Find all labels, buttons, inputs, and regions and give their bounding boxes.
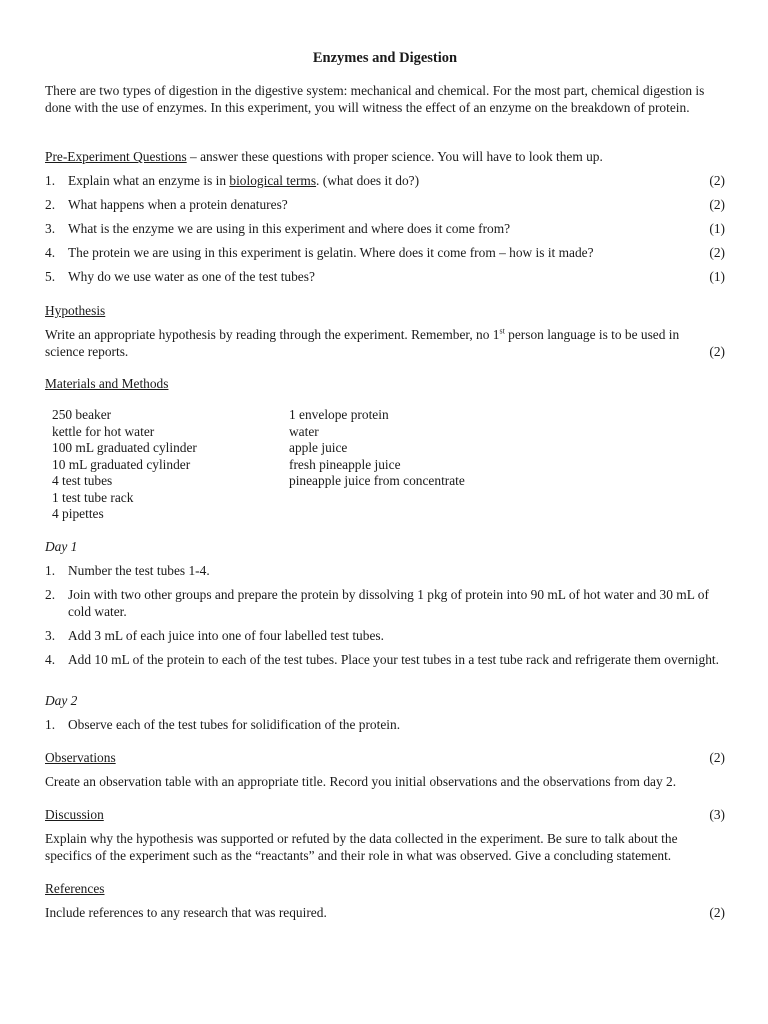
step-text: Join with two other groups and prepare the protein by dissolving 1 pkg of protein into 90 mL of hot water and 30 mL of cold water. xyxy=(68,587,709,619)
references-points: (2) xyxy=(709,905,725,920)
step-number: 1. xyxy=(45,563,56,578)
discussion-heading: Discussion xyxy=(45,807,104,822)
question-number: 2. xyxy=(45,197,56,212)
question-number: 3. xyxy=(45,221,56,236)
observations-points: (2) xyxy=(709,750,725,765)
question-underlined-term: biological terms xyxy=(229,173,317,188)
question-text-part: Explain what an enzyme is in xyxy=(68,173,230,188)
step-text: Number the test tubes 1-4. xyxy=(68,563,210,578)
materials-heading: Materials and Methods xyxy=(45,376,169,391)
material-item: 250 beaker xyxy=(52,407,112,422)
question-points: (2) xyxy=(709,197,725,212)
material-item: 4 pipettes xyxy=(52,506,104,521)
hypothesis-text-part: Write an appropriate hypothesis by reading through the experiment. Remember, no 1 xyxy=(45,327,500,342)
step-number: 2. xyxy=(45,587,56,602)
material-item: pineapple juice from concentrate xyxy=(289,473,465,488)
step-number: 1. xyxy=(45,717,56,732)
discussion-points: (3) xyxy=(709,807,725,822)
intro-paragraph: There are two types of digestion in the digestive system: mechanical and chemical. For the most part, chemical digestion is done with the use of enzymes. In this experiment, you will witness the effect of an enzyme on the breakdown of protein. xyxy=(45,83,705,115)
question-text: What is the enzyme we are using in this experiment and where does it come from? xyxy=(68,221,511,236)
hypothesis-points: (2) xyxy=(709,344,725,359)
step-number: 4. xyxy=(45,652,56,667)
material-item: water xyxy=(289,423,319,439)
question-text-part: . (what does it do?) xyxy=(316,173,420,188)
question-text: Why do we use water as one of the test tubes? xyxy=(68,269,315,284)
pre-questions-heading: Pre-Experiment Questions xyxy=(45,149,187,164)
materials-list-left xyxy=(52,406,197,522)
references-text: Include references to any research that was required. xyxy=(45,905,327,920)
observations-heading: Observations xyxy=(45,750,116,765)
question-text: What happens when a protein denatures? xyxy=(68,197,288,212)
hypothesis-text xyxy=(45,326,685,360)
step-text: Add 10 mL of the protein to each of the test tubes. Place your test tubes in a test tube rack and refrigerate them overnight. xyxy=(68,652,719,667)
page-title: Enzymes and Digestion xyxy=(312,50,458,66)
material-item: apple juice xyxy=(289,440,348,455)
pre-questions-header xyxy=(45,148,723,165)
question-number: 4. xyxy=(45,245,56,260)
discussion-text: Explain why the hypothesis was supported or refuted by the data collected in the experiment. Be sure to talk about the specifics of the experiment such as the “reactants” and their role in what was observed. Give a concluding statement. xyxy=(45,831,678,863)
references-heading: References xyxy=(45,881,105,896)
step-text: Add 3 mL of each juice into one of four labelled test tubes. xyxy=(68,628,384,643)
question-number: 5. xyxy=(45,269,56,284)
material-item: kettle for hot water xyxy=(52,423,155,439)
material-item: 1 envelope protein xyxy=(289,407,389,422)
question-points: (1) xyxy=(709,269,725,284)
hypothesis-heading: Hypothesis xyxy=(45,303,106,318)
question-text: The protein we are using in this experiment is gelatin. Where does it come from – how is it made? xyxy=(68,245,594,260)
question-points: (2) xyxy=(709,173,725,188)
step-text: Observe each of the test tubes for solidification of the protein. xyxy=(68,717,401,732)
day2-label: Day 2 xyxy=(45,693,78,708)
material-item: 4 test tubes xyxy=(52,473,113,488)
pre-questions-instruction: – answer these questions with proper science. You will have to look them up. xyxy=(186,149,603,164)
day1-label: Day 1 xyxy=(45,539,78,554)
observations-text: Create an observation table with an appropriate title. Record you initial observations and the observations from day 2. xyxy=(45,774,677,789)
material-item: 1 test tube rack xyxy=(52,489,134,505)
hypothesis-text-part: person language is to be used in science reports. xyxy=(45,327,680,359)
material-item: 100 mL graduated cylinder xyxy=(52,440,197,455)
ordinal-superscript: st xyxy=(499,326,505,336)
material-item: 10 mL graduated cylinder xyxy=(52,456,191,472)
question-number: 1. xyxy=(45,173,56,188)
materials-list-right xyxy=(289,406,465,489)
question-points: (2) xyxy=(709,245,725,260)
question-text xyxy=(68,172,708,189)
question-points: (1) xyxy=(709,221,725,236)
step-number: 3. xyxy=(45,628,56,643)
material-item: fresh pineapple juice xyxy=(289,456,401,472)
